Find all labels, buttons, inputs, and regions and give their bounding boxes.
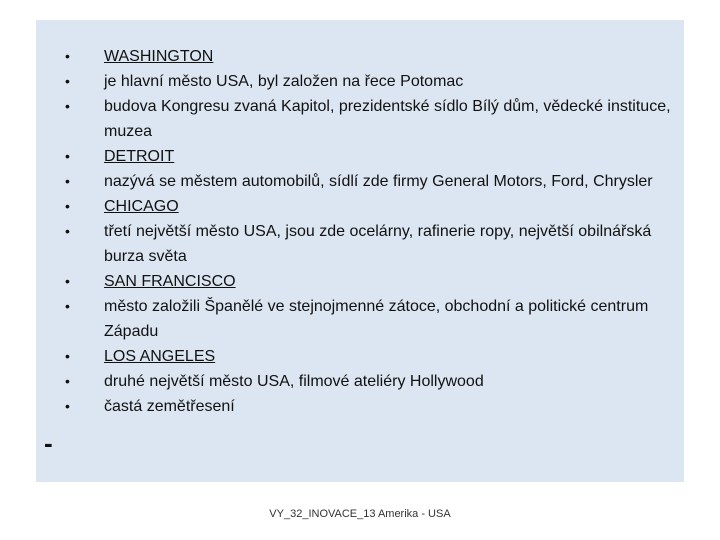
item-text: druhé největší město USA, filmové ateliéry Hollywood bbox=[104, 373, 484, 390]
bullet-dot: • bbox=[65, 223, 70, 239]
city-heading-san-francisco: SAN FRANCISCO bbox=[104, 273, 236, 290]
trailing-dash: - bbox=[44, 428, 53, 458]
item-text: město založili Španělé ve stejnojmenné zátoce, obchodní a politické centrum Západu bbox=[104, 298, 649, 340]
list-item bbox=[65, 269, 680, 294]
bullet-dot: • bbox=[65, 73, 70, 89]
bullet-dot: • bbox=[65, 173, 70, 189]
bullet-dot: • bbox=[65, 48, 70, 64]
list-item bbox=[65, 169, 680, 194]
list-item bbox=[65, 44, 680, 69]
bullet-list bbox=[65, 44, 680, 419]
city-heading-washington: WASHINGTON bbox=[104, 48, 214, 65]
list-item bbox=[65, 369, 680, 394]
slide-footer: VY_32_INOVACE_13 Amerika - USA bbox=[269, 508, 451, 520]
item-text: je hlavní město USA, byl založen na řece Potomac bbox=[104, 73, 464, 90]
bullet-dot: • bbox=[65, 273, 70, 289]
bullet-dot: • bbox=[65, 398, 70, 414]
city-heading-chicago: CHICAGO bbox=[104, 198, 179, 215]
bullet-dot: • bbox=[65, 373, 70, 389]
content-panel bbox=[36, 20, 684, 482]
list-item bbox=[65, 144, 680, 169]
list-item bbox=[65, 94, 680, 144]
bullet-dot: • bbox=[65, 198, 70, 214]
bullet-dot: • bbox=[65, 348, 70, 364]
item-text: budova Kongresu zvaná Kapitol, prezidentské sídlo Bílý dům, vědecké instituce, muzea bbox=[104, 98, 671, 140]
city-heading-los-angeles: LOS ANGELES bbox=[104, 348, 216, 365]
item-text: nazývá se městem automobilů, sídlí zde firmy General Motors, Ford, Chrysler bbox=[104, 173, 653, 190]
bullet-dot: • bbox=[65, 148, 70, 164]
item-text: častá zemětřesení bbox=[104, 398, 235, 415]
list-item bbox=[65, 294, 680, 344]
list-item bbox=[65, 219, 680, 269]
list-item bbox=[65, 194, 680, 219]
item-text: třetí největší město USA, jsou zde ocelárny, rafinerie ropy, největší obilnářská burza světa bbox=[104, 223, 652, 265]
list-item bbox=[65, 394, 680, 419]
city-heading-detroit: DETROIT bbox=[104, 148, 175, 165]
bullet-dot: • bbox=[65, 298, 70, 314]
list-item bbox=[65, 69, 680, 94]
bullet-dot: • bbox=[65, 98, 70, 114]
list-item bbox=[65, 344, 680, 369]
